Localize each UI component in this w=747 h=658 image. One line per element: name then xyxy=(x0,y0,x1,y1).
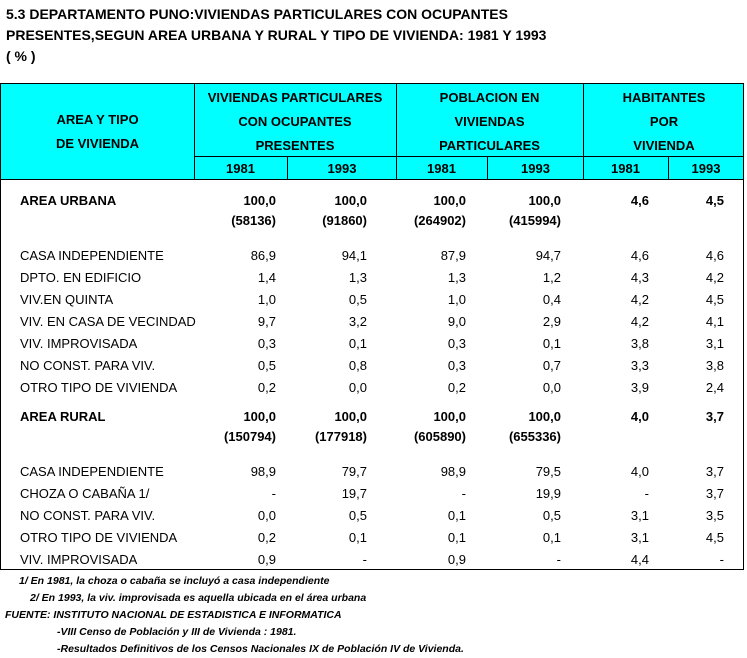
table-cell: 4,0 xyxy=(630,464,649,479)
table-cell: 3,5 xyxy=(705,508,724,523)
table-cell: 1,0 xyxy=(447,292,466,307)
row-label: VIV.EN QUINTA xyxy=(20,292,114,307)
table-cell: 0,9 xyxy=(447,552,466,567)
table-cell: 0,1 xyxy=(542,530,561,545)
title-line-2: PRESENTES,SEGUN AREA URBANA Y RURAL Y TIPO DE VIVIENDA: 1981 Y 1993 xyxy=(6,27,547,43)
table-cell: 100,0 xyxy=(334,409,367,424)
table-row xyxy=(1,245,745,267)
table-cell: 4,5 xyxy=(705,530,724,545)
table-cell: 100,0 xyxy=(528,193,561,208)
row-label: AREA URBANA xyxy=(20,193,117,208)
table-row xyxy=(1,377,745,399)
footnote-2: 2/ En 1993, la viv. improvisada es aquella ubicada en el área urbana xyxy=(30,592,367,604)
table-cell: 3,3 xyxy=(630,358,649,373)
table-cell: 0,0 xyxy=(257,508,276,523)
year-header: 1993 xyxy=(521,161,550,176)
section-totals-row xyxy=(1,426,745,448)
table-cell: (58136) xyxy=(231,213,276,228)
table-cell: 100,0 xyxy=(334,193,367,208)
table-cell: 100,0 xyxy=(433,409,466,424)
row-label: OTRO TIPO DE VIVIENDA xyxy=(20,380,178,395)
source-line: FUENTE: INSTITUTO NACIONAL DE ESTADISTICA E INFORMATICA xyxy=(5,609,342,621)
table-cell: 0,1 xyxy=(447,530,466,545)
year-header: 1981 xyxy=(611,161,640,176)
header-text: PARTICULARES xyxy=(439,138,540,153)
row-label: CHOZA O CABAÑA 1/ xyxy=(20,486,150,501)
table-row xyxy=(1,483,745,505)
table-cell: 0,5 xyxy=(348,508,367,523)
table-cell: 1,4 xyxy=(257,270,276,285)
row-label: CASA INDEPENDIENTE xyxy=(20,464,164,479)
table-cell: (264902) xyxy=(413,213,466,228)
table-cell: 3,1 xyxy=(630,530,649,545)
table-row xyxy=(1,333,745,355)
table-cell: 0,1 xyxy=(542,336,561,351)
table-cell: 4,5 xyxy=(705,193,724,208)
table-cell: 0,1 xyxy=(348,530,367,545)
table-cell: 4,5 xyxy=(705,292,724,307)
table-cell: 0,9 xyxy=(257,552,276,567)
table-cell: 94,7 xyxy=(535,248,561,263)
table-row xyxy=(1,505,745,527)
table-cell: 79,5 xyxy=(535,464,561,479)
table-cell: - xyxy=(362,552,367,567)
table-cell: 3,7 xyxy=(705,409,724,424)
header-text: CON OCUPANTES xyxy=(238,114,352,129)
row-label: VIV. EN CASA DE VECINDAD xyxy=(20,314,196,329)
table-cell: 98,9 xyxy=(440,464,466,479)
table-cell: 4,1 xyxy=(705,314,724,329)
year-header: 1993 xyxy=(691,161,721,176)
table-cell: 0,8 xyxy=(348,358,367,373)
table-cell: 0,7 xyxy=(542,358,561,373)
year-header: 1981 xyxy=(427,161,456,176)
row-label: NO CONST. PARA VIV. xyxy=(20,508,156,523)
title-line-1: 5.3 DEPARTAMENTO PUNO:VIVIENDAS PARTICULARES CON OCUPANTES xyxy=(6,6,508,22)
table-cell: 4,6 xyxy=(630,248,649,263)
row-label: OTRO TIPO DE VIVIENDA xyxy=(20,530,178,545)
table-cell: 3,9 xyxy=(630,380,649,395)
table-cell: 1,2 xyxy=(542,270,561,285)
table-row xyxy=(1,549,745,571)
source-line: -VIII Censo de Población y III de Vivienda : 1981. xyxy=(57,626,297,638)
table-cell: 4,4 xyxy=(630,552,649,567)
section-row xyxy=(1,406,745,428)
table-row xyxy=(1,311,745,333)
table-cell: 98,9 xyxy=(250,464,276,479)
header-text: VIVIENDAS xyxy=(454,114,525,129)
row-label: VIV. IMPROVISADA xyxy=(20,336,138,351)
row-label: AREA RURAL xyxy=(20,409,106,424)
table-cell: 9,7 xyxy=(257,314,276,329)
table-cell: - xyxy=(271,486,276,501)
table-cell: 19,7 xyxy=(341,486,367,501)
header-text: VIVIENDA xyxy=(633,138,695,153)
year-header: 1981 xyxy=(226,161,255,176)
table-cell: 3,8 xyxy=(705,358,724,373)
table-cell: 1,0 xyxy=(257,292,276,307)
table-cell: 0,3 xyxy=(257,336,276,351)
table-header xyxy=(0,83,744,180)
year-header: 1993 xyxy=(327,161,357,176)
table-cell: 3,8 xyxy=(630,336,649,351)
table-row xyxy=(1,527,745,549)
table-cell: 94,1 xyxy=(341,248,367,263)
table-cell: 0,0 xyxy=(348,380,367,395)
header-viviendas xyxy=(194,86,396,158)
header-text: DE VIVIENDA xyxy=(55,136,140,151)
source-line: -Resultados Definitivos de los Censos Nacionales IX de Población IV de Vivienda. xyxy=(57,643,464,655)
table-cell: 0,1 xyxy=(348,336,367,351)
table-cell: 4,2 xyxy=(630,292,649,307)
table-cell: 19,9 xyxy=(535,486,561,501)
header-text: VIVIENDAS PARTICULARES xyxy=(207,90,383,105)
table-cell: 100,0 xyxy=(528,409,561,424)
table-cell: 79,7 xyxy=(341,464,367,479)
table-cell: 4,6 xyxy=(630,193,649,208)
table-cell: 0,3 xyxy=(447,358,466,373)
table-cell: (655336) xyxy=(508,429,561,444)
table-cell: (605890) xyxy=(413,429,466,444)
table-cell: 0,3 xyxy=(447,336,466,351)
header-text: HABITANTES xyxy=(622,90,706,105)
table-cell: 2,9 xyxy=(542,314,561,329)
row-label: DPTO. EN EDIFICIO xyxy=(20,270,142,285)
table-cell: (91860) xyxy=(322,213,367,228)
table-cell: 100,0 xyxy=(243,193,276,208)
table-cell: 4,2 xyxy=(630,314,649,329)
header-text: PRESENTES xyxy=(255,138,335,153)
table-cell: (415994) xyxy=(508,213,561,228)
header-text: POR xyxy=(649,114,679,129)
table-cell: 9,0 xyxy=(447,314,466,329)
section-totals-row xyxy=(1,210,745,232)
title-line-3: ( % ) xyxy=(6,48,36,64)
table-cell: 3,7 xyxy=(705,464,724,479)
table-cell: 0,0 xyxy=(542,380,561,395)
table-cell: 0,5 xyxy=(542,508,561,523)
table-cell: - xyxy=(719,552,724,567)
table-title xyxy=(6,4,546,67)
table-body xyxy=(0,180,744,570)
table-cell: 100,0 xyxy=(243,409,276,424)
table-cell: 2,4 xyxy=(705,380,724,395)
header-text: POBLACION EN xyxy=(439,90,540,105)
table-cell: 87,9 xyxy=(440,248,466,263)
table-cell: 0,2 xyxy=(447,380,466,395)
row-label: CASA INDEPENDIENTE xyxy=(20,248,164,263)
table-cell: 3,2 xyxy=(348,314,367,329)
section-row xyxy=(1,190,745,212)
table-cell: 0,4 xyxy=(542,292,561,307)
table-cell: 0,5 xyxy=(257,358,276,373)
header-area-tipo xyxy=(1,108,194,156)
table-row xyxy=(1,289,745,311)
table-cell: 4,0 xyxy=(630,409,649,424)
table-cell: 0,5 xyxy=(348,292,367,307)
table-row xyxy=(1,461,745,483)
table-cell: 0,2 xyxy=(257,380,276,395)
table-cell: 4,3 xyxy=(630,270,649,285)
table-cell: 1,3 xyxy=(447,270,466,285)
table-cell: (150794) xyxy=(223,429,276,444)
table-cell: 4,2 xyxy=(705,270,724,285)
row-label: NO CONST. PARA VIV. xyxy=(20,358,156,373)
table-cell: 3,1 xyxy=(630,508,649,523)
table-cell: 3,1 xyxy=(705,336,724,351)
table-cell: - xyxy=(461,486,466,501)
table-cell: (177918) xyxy=(314,429,367,444)
table-row xyxy=(1,355,745,377)
table-cell: 0,2 xyxy=(257,530,276,545)
table-cell: 0,1 xyxy=(447,508,466,523)
table-cell: 1,3 xyxy=(348,270,367,285)
table-row xyxy=(1,267,745,289)
table-cell: 4,6 xyxy=(705,248,724,263)
header-habitantes xyxy=(583,86,745,158)
table-cell: - xyxy=(644,486,649,501)
table-cell: 100,0 xyxy=(433,193,466,208)
header-poblacion xyxy=(396,86,583,158)
footnote-1: 1/ En 1981, la choza o cabaña se incluyó a casa independiente xyxy=(19,575,330,587)
header-text: AREA Y TIPO xyxy=(56,112,139,127)
table-cell: 86,9 xyxy=(250,248,276,263)
row-label: VIV. IMPROVISADA xyxy=(20,552,138,567)
table-cell: - xyxy=(556,552,561,567)
table-cell: 3,7 xyxy=(705,486,724,501)
